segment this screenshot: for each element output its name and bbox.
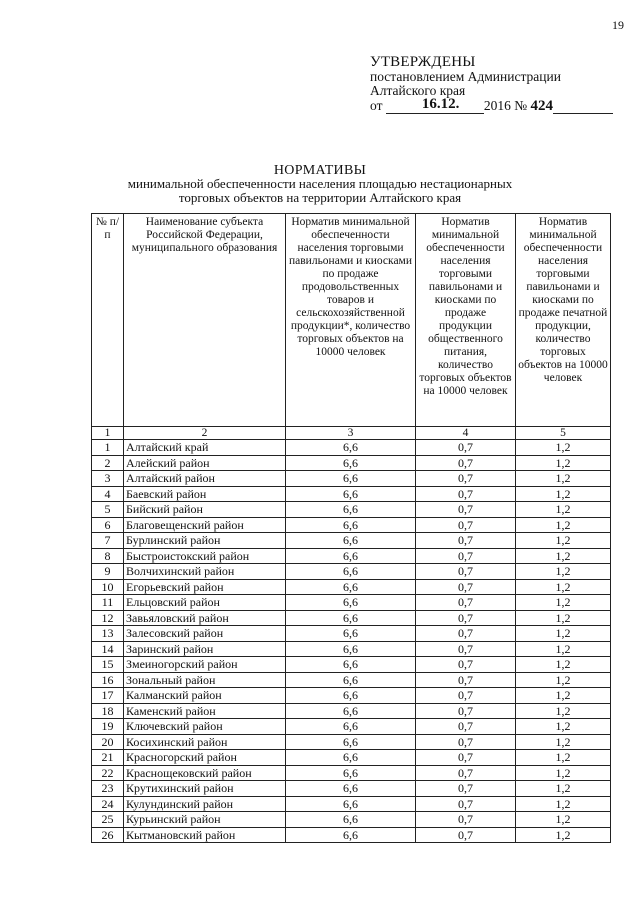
row-catering-norm: 0,7 xyxy=(416,672,516,688)
row-food-norm: 6,6 xyxy=(286,440,416,456)
approval-block xyxy=(370,54,620,114)
row-food-norm: 6,6 xyxy=(286,471,416,487)
column-number: 4 xyxy=(416,427,516,440)
row-catering-norm: 0,7 xyxy=(416,595,516,611)
row-print-norm: 1,2 xyxy=(516,703,611,719)
row-number: 26 xyxy=(92,827,124,843)
row-number: 8 xyxy=(92,548,124,564)
page-number: 19 xyxy=(612,18,624,32)
row-name: Косихинский район xyxy=(124,734,286,750)
row-name: Завьяловский район xyxy=(124,610,286,626)
row-food-norm: 6,6 xyxy=(286,672,416,688)
row-print-norm: 1,2 xyxy=(516,455,611,471)
row-name: Каменский район xyxy=(124,703,286,719)
row-food-norm: 6,6 xyxy=(286,455,416,471)
row-food-norm: 6,6 xyxy=(286,796,416,812)
row-print-norm: 1,2 xyxy=(516,812,611,828)
row-number: 11 xyxy=(92,595,124,611)
approval-number: 424 xyxy=(530,98,553,114)
row-catering-norm: 0,7 xyxy=(416,610,516,626)
header-number: № п/п xyxy=(92,214,124,427)
row-number: 5 xyxy=(92,502,124,518)
row-food-norm: 6,6 xyxy=(286,734,416,750)
approval-year: 2016 xyxy=(483,98,511,113)
row-name: Зональный район xyxy=(124,672,286,688)
table-row xyxy=(92,440,611,456)
table-row xyxy=(92,517,611,533)
row-print-norm: 1,2 xyxy=(516,533,611,549)
header-food-norm: Норматив минимальной обеспеченности населения торговыми павильонами и киосками по продаже продовольственных товаров и сельскохозяйственной продукции*, количество торговых объектов на 10000 человек xyxy=(286,214,416,427)
row-name: Благовещенский район xyxy=(124,517,286,533)
document-title: НОРМАТИВЫ xyxy=(273,163,367,178)
row-food-norm: 6,6 xyxy=(286,548,416,564)
table-row xyxy=(92,812,611,828)
row-print-norm: 1,2 xyxy=(516,579,611,595)
table-header-row xyxy=(92,214,611,427)
row-number: 4 xyxy=(92,486,124,502)
row-number: 14 xyxy=(92,641,124,657)
table-row xyxy=(92,734,611,750)
row-number: 15 xyxy=(92,657,124,673)
number-blank xyxy=(553,100,613,114)
row-number: 12 xyxy=(92,610,124,626)
table-row xyxy=(92,796,611,812)
row-number: 6 xyxy=(92,517,124,533)
row-print-norm: 1,2 xyxy=(516,471,611,487)
row-name: Красногорский район xyxy=(124,750,286,766)
table-row xyxy=(92,719,611,735)
row-catering-norm: 0,7 xyxy=(416,781,516,797)
row-name: Краснощековский район xyxy=(124,765,286,781)
row-catering-norm: 0,7 xyxy=(416,564,516,580)
row-catering-norm: 0,7 xyxy=(416,765,516,781)
table-row xyxy=(92,657,611,673)
column-number: 2 xyxy=(124,427,286,440)
row-name: Баевский район xyxy=(124,486,286,502)
row-print-norm: 1,2 xyxy=(516,796,611,812)
header-name: Наименование субъекта Российской Федерации, муниципального образования xyxy=(124,214,286,427)
row-name: Алтайский район xyxy=(124,471,286,487)
row-food-norm: 6,6 xyxy=(286,502,416,518)
row-number: 17 xyxy=(92,688,124,704)
row-name: Заринский район xyxy=(124,641,286,657)
row-print-norm: 1,2 xyxy=(516,595,611,611)
row-food-norm: 6,6 xyxy=(286,688,416,704)
row-name: Крутихинский район xyxy=(124,781,286,797)
row-catering-norm: 0,7 xyxy=(416,486,516,502)
row-catering-norm: 0,7 xyxy=(416,579,516,595)
row-print-norm: 1,2 xyxy=(516,440,611,456)
row-print-norm: 1,2 xyxy=(516,626,611,642)
table-row xyxy=(92,502,611,518)
table-row xyxy=(92,765,611,781)
row-food-norm: 6,6 xyxy=(286,486,416,502)
row-food-norm: 6,6 xyxy=(286,564,416,580)
row-food-norm: 6,6 xyxy=(286,719,416,735)
row-print-norm: 1,2 xyxy=(516,827,611,843)
row-print-norm: 1,2 xyxy=(516,517,611,533)
row-number: 21 xyxy=(92,750,124,766)
row-name: Бурлинский район xyxy=(124,533,286,549)
table-row xyxy=(92,533,611,549)
table-row xyxy=(92,703,611,719)
row-number: 22 xyxy=(92,765,124,781)
row-print-norm: 1,2 xyxy=(516,688,611,704)
row-number: 13 xyxy=(92,626,124,642)
row-number: 7 xyxy=(92,533,124,549)
row-print-norm: 1,2 xyxy=(516,502,611,518)
row-catering-norm: 0,7 xyxy=(416,657,516,673)
row-number: 2 xyxy=(92,455,124,471)
row-catering-norm: 0,7 xyxy=(416,812,516,828)
row-catering-norm: 0,7 xyxy=(416,548,516,564)
row-food-norm: 6,6 xyxy=(286,610,416,626)
row-catering-norm: 0,7 xyxy=(416,719,516,735)
table-row xyxy=(92,781,611,797)
date-blank xyxy=(386,96,484,114)
row-name: Бийский район xyxy=(124,502,286,518)
row-name: Кулундинский район xyxy=(124,796,286,812)
table-row xyxy=(92,641,611,657)
row-food-norm: 6,6 xyxy=(286,517,416,533)
row-food-norm: 6,6 xyxy=(286,657,416,673)
row-catering-norm: 0,7 xyxy=(416,533,516,549)
table-row xyxy=(92,626,611,642)
row-number: 18 xyxy=(92,703,124,719)
table-row xyxy=(92,610,611,626)
row-catering-norm: 0,7 xyxy=(416,471,516,487)
row-catering-norm: 0,7 xyxy=(416,517,516,533)
table-row xyxy=(92,548,611,564)
row-catering-norm: 0,7 xyxy=(416,750,516,766)
row-name: Ключевский район xyxy=(124,719,286,735)
row-catering-norm: 0,7 xyxy=(416,641,516,657)
table-row xyxy=(92,471,611,487)
row-name: Кытмановский район xyxy=(124,827,286,843)
approval-date: 16.12. xyxy=(421,96,460,112)
row-catering-norm: 0,7 xyxy=(416,502,516,518)
approval-title: УТВЕРЖДЕНЫ xyxy=(370,54,476,70)
row-food-norm: 6,6 xyxy=(286,827,416,843)
column-number: 3 xyxy=(286,427,416,440)
row-number: 23 xyxy=(92,781,124,797)
table-row xyxy=(92,564,611,580)
table-row xyxy=(92,579,611,595)
row-catering-norm: 0,7 xyxy=(416,440,516,456)
row-name: Алтайский край xyxy=(124,440,286,456)
row-catering-norm: 0,7 xyxy=(416,796,516,812)
row-food-norm: 6,6 xyxy=(286,765,416,781)
row-print-norm: 1,2 xyxy=(516,641,611,657)
approval-line-1: постановлением Администрации xyxy=(370,69,561,84)
row-name: Залесовский район xyxy=(124,626,286,642)
row-number: 24 xyxy=(92,796,124,812)
row-name: Курьинский район xyxy=(124,812,286,828)
row-food-norm: 6,6 xyxy=(286,595,416,611)
row-print-norm: 1,2 xyxy=(516,657,611,673)
row-name: Быстроистокский район xyxy=(124,548,286,564)
row-food-norm: 6,6 xyxy=(286,579,416,595)
row-catering-norm: 0,7 xyxy=(416,703,516,719)
row-number: 19 xyxy=(92,719,124,735)
table-row xyxy=(92,827,611,843)
row-print-norm: 1,2 xyxy=(516,548,611,564)
row-print-norm: 1,2 xyxy=(516,781,611,797)
table-row xyxy=(92,750,611,766)
row-food-norm: 6,6 xyxy=(286,703,416,719)
row-print-norm: 1,2 xyxy=(516,750,611,766)
row-catering-norm: 0,7 xyxy=(416,688,516,704)
document-subtitle: минимальной обеспеченности населения площадью нестационарных торговых объектов на территории Алтайского края xyxy=(127,176,513,205)
row-catering-norm: 0,7 xyxy=(416,455,516,471)
row-number: 20 xyxy=(92,734,124,750)
row-catering-norm: 0,7 xyxy=(416,626,516,642)
row-name: Змеиногорский район xyxy=(124,657,286,673)
row-print-norm: 1,2 xyxy=(516,610,611,626)
row-print-norm: 1,2 xyxy=(516,734,611,750)
row-number: 3 xyxy=(92,471,124,487)
column-number: 1 xyxy=(92,427,124,440)
column-number: 5 xyxy=(516,427,611,440)
table-row xyxy=(92,672,611,688)
row-food-norm: 6,6 xyxy=(286,641,416,657)
row-print-norm: 1,2 xyxy=(516,765,611,781)
row-name: Калманский район xyxy=(124,688,286,704)
row-print-norm: 1,2 xyxy=(516,564,611,580)
column-number-row xyxy=(92,427,611,440)
row-number: 9 xyxy=(92,564,124,580)
number-sign: № xyxy=(514,98,528,113)
row-name: Волчихинский район xyxy=(124,564,286,580)
table-row xyxy=(92,595,611,611)
row-number: 1 xyxy=(92,440,124,456)
table-row xyxy=(92,688,611,704)
row-print-norm: 1,2 xyxy=(516,719,611,735)
approval-line-2: Алтайского края xyxy=(370,83,466,98)
row-catering-norm: 0,7 xyxy=(416,734,516,750)
header-catering-norm: Норматив минимальной обеспеченности населения торговыми павильонами и киосками по продаже продукции общественного питания, количество торговых объектов на 10000 человек xyxy=(416,214,516,427)
table-row xyxy=(92,455,611,471)
header-print-norm: Норматив минимальной обеспеченности населения торговыми павильонами и киосками по продаже печатной продукции, количество торговых объектов на 10000 человек xyxy=(516,214,611,427)
row-food-norm: 6,6 xyxy=(286,626,416,642)
row-print-norm: 1,2 xyxy=(516,486,611,502)
table-row xyxy=(92,486,611,502)
row-name: Алейский район xyxy=(124,455,286,471)
norms-table xyxy=(91,213,611,843)
row-number: 25 xyxy=(92,812,124,828)
row-food-norm: 6,6 xyxy=(286,750,416,766)
row-number: 16 xyxy=(92,672,124,688)
row-print-norm: 1,2 xyxy=(516,672,611,688)
from-label: от xyxy=(370,98,383,113)
row-food-norm: 6,6 xyxy=(286,781,416,797)
approval-date-row xyxy=(370,98,620,114)
row-food-norm: 6,6 xyxy=(286,533,416,549)
row-name: Егорьевский район xyxy=(124,579,286,595)
row-catering-norm: 0,7 xyxy=(416,827,516,843)
row-number: 10 xyxy=(92,579,124,595)
row-food-norm: 6,6 xyxy=(286,812,416,828)
row-name: Ельцовский район xyxy=(124,595,286,611)
